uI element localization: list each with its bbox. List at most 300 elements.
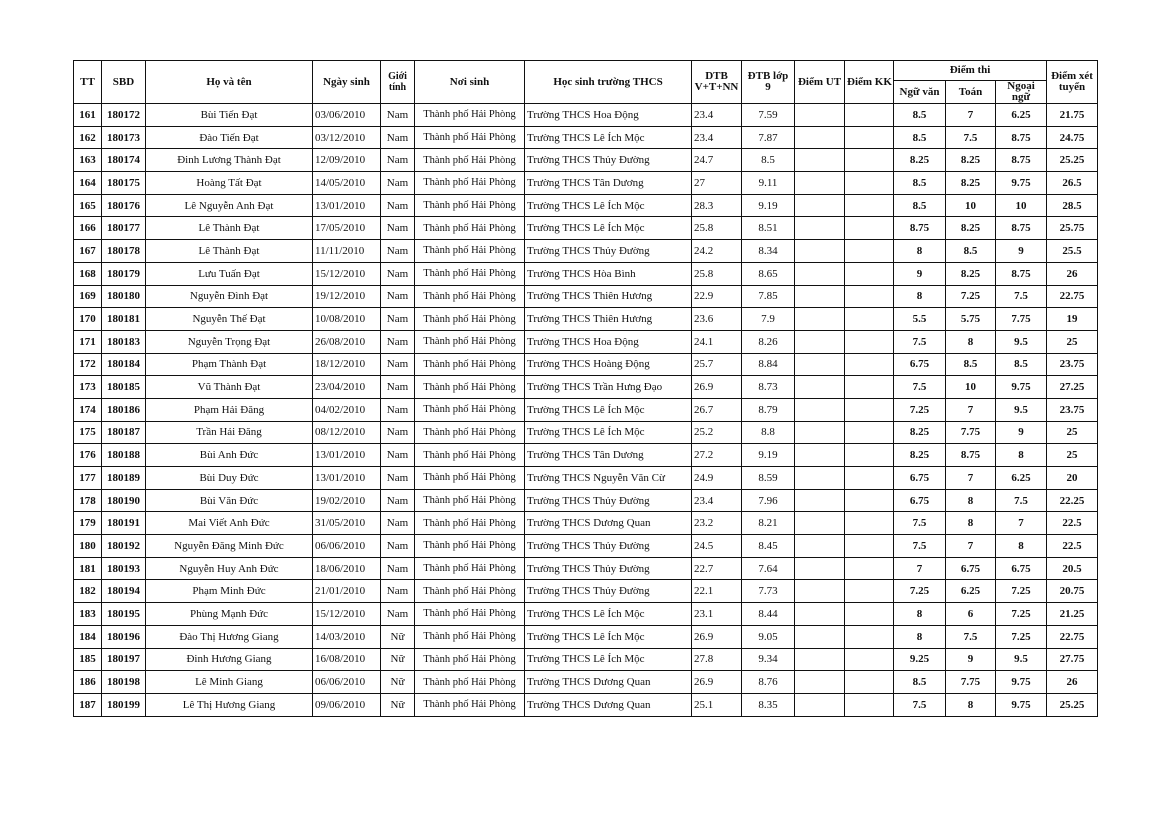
- cell-admission-score: 25: [1047, 330, 1098, 353]
- cell-full-name: Nguyễn Huy Anh Đức: [146, 557, 313, 580]
- cell-foreign-language-score: 7.25: [996, 625, 1047, 648]
- cell-admission-score: 27.75: [1047, 648, 1098, 671]
- cell-admission-score: 25.25: [1047, 149, 1098, 172]
- cell-foreign-language-score: 8.75: [996, 126, 1047, 149]
- cell-full-name: Đinh Lương Thành Đạt: [146, 149, 313, 172]
- cell-birthplace: Thành phố Hải Phòng: [415, 444, 525, 467]
- cell-school: Trường THCS Hòa Bình: [525, 262, 692, 285]
- cell-school: Trường THCS Tân Dương: [525, 444, 692, 467]
- cell-date-of-birth: 15/12/2010: [313, 262, 381, 285]
- cell-math-score: 8: [946, 330, 996, 353]
- cell-admission-score: 23.75: [1047, 353, 1098, 376]
- cell-row-number: 184: [74, 625, 102, 648]
- cell-date-of-birth: 15/12/2010: [313, 603, 381, 626]
- table-body: [74, 104, 1098, 717]
- cell-full-name: Nguyễn Đăng Minh Đức: [146, 535, 313, 558]
- cell-priority-score: [795, 104, 845, 127]
- cell-gender: Nữ: [381, 648, 415, 671]
- cell-math-score: 7: [946, 398, 996, 421]
- cell-row-number: 167: [74, 240, 102, 263]
- cell-gender: Nam: [381, 149, 415, 172]
- cell-full-name: Lê Nguyễn Anh Đạt: [146, 194, 313, 217]
- cell-full-name: Lưu Tuấn Đạt: [146, 262, 313, 285]
- cell-math-score: 7: [946, 104, 996, 127]
- cell-candidate-number: 180184: [102, 353, 146, 376]
- cell-dtb-grade9: 8.76: [742, 671, 795, 694]
- cell-full-name: Lê Thành Đạt: [146, 240, 313, 263]
- cell-admission-score: 26: [1047, 671, 1098, 694]
- cell-bonus-score: [845, 512, 894, 535]
- cell-dtb-grade9: 8.26: [742, 330, 795, 353]
- cell-row-number: 186: [74, 671, 102, 694]
- table-row: [74, 353, 1098, 376]
- cell-full-name: Phạm Hải Đăng: [146, 398, 313, 421]
- cell-gender: Nam: [381, 194, 415, 217]
- cell-literature-score: 7.25: [894, 398, 946, 421]
- cell-full-name: Bùi Anh Đức: [146, 444, 313, 467]
- cell-foreign-language-score: 8.75: [996, 262, 1047, 285]
- cell-row-number: 181: [74, 557, 102, 580]
- cell-bonus-score: [845, 194, 894, 217]
- cell-literature-score: 6.75: [894, 489, 946, 512]
- cell-math-score: 7.75: [946, 671, 996, 694]
- cell-date-of-birth: 18/06/2010: [313, 557, 381, 580]
- cell-dtb-grade9: 7.85: [742, 285, 795, 308]
- cell-school: Trường THCS Thủy Đường: [525, 535, 692, 558]
- cell-gender: Nam: [381, 240, 415, 263]
- cell-bonus-score: [845, 535, 894, 558]
- cell-priority-score: [795, 376, 845, 399]
- cell-date-of-birth: 06/06/2010: [313, 671, 381, 694]
- cell-dtb-grade9: 7.96: [742, 489, 795, 512]
- cell-row-number: 182: [74, 580, 102, 603]
- table-row: [74, 444, 1098, 467]
- cell-foreign-language-score: 9.75: [996, 671, 1047, 694]
- table-row: [74, 240, 1098, 263]
- cell-math-score: 8.25: [946, 149, 996, 172]
- cell-priority-score: [795, 648, 845, 671]
- cell-school: Trường THCS Hoa Động: [525, 330, 692, 353]
- cell-math-score: 7.25: [946, 285, 996, 308]
- cell-priority-score: [795, 217, 845, 240]
- cell-school: Trường THCS Lê Ích Mộc: [525, 398, 692, 421]
- cell-math-score: 8.5: [946, 240, 996, 263]
- cell-date-of-birth: 26/08/2010: [313, 330, 381, 353]
- cell-school: Trường THCS Lê Ích Mộc: [525, 421, 692, 444]
- cell-priority-score: [795, 535, 845, 558]
- cell-dtb-grade9: 8.44: [742, 603, 795, 626]
- cell-dtb-vtnn: 28.3: [692, 194, 742, 217]
- cell-foreign-language-score: 7: [996, 512, 1047, 535]
- cell-literature-score: 8.25: [894, 149, 946, 172]
- cell-candidate-number: 180172: [102, 104, 146, 127]
- cell-literature-score: 8.25: [894, 444, 946, 467]
- cell-admission-score: 20.75: [1047, 580, 1098, 603]
- cell-gender: Nam: [381, 603, 415, 626]
- cell-bonus-score: [845, 285, 894, 308]
- cell-priority-score: [795, 580, 845, 603]
- cell-row-number: 178: [74, 489, 102, 512]
- cell-candidate-number: 180193: [102, 557, 146, 580]
- cell-birthplace: Thành phố Hải Phòng: [415, 104, 525, 127]
- cell-row-number: 161: [74, 104, 102, 127]
- cell-dtb-grade9: 9.05: [742, 625, 795, 648]
- cell-admission-score: 25.5: [1047, 240, 1098, 263]
- cell-bonus-score: [845, 104, 894, 127]
- admission-score-table: [73, 60, 1098, 717]
- cell-literature-score: 9: [894, 262, 946, 285]
- cell-math-score: 7.75: [946, 421, 996, 444]
- col-header-math: Toán: [946, 81, 996, 104]
- cell-admission-score: 26: [1047, 262, 1098, 285]
- cell-candidate-number: 180178: [102, 240, 146, 263]
- cell-literature-score: 7: [894, 557, 946, 580]
- cell-dtb-grade9: 8.8: [742, 421, 795, 444]
- cell-admission-score: 21.75: [1047, 104, 1098, 127]
- cell-admission-score: 20: [1047, 467, 1098, 490]
- cell-admission-score: 28.5: [1047, 194, 1098, 217]
- cell-dtb-grade9: 8.45: [742, 535, 795, 558]
- cell-school: Trường THCS Thủy Đường: [525, 489, 692, 512]
- cell-candidate-number: 180189: [102, 467, 146, 490]
- cell-candidate-number: 180191: [102, 512, 146, 535]
- cell-date-of-birth: 13/01/2010: [313, 444, 381, 467]
- cell-priority-score: [795, 262, 845, 285]
- cell-foreign-language-score: 7.75: [996, 308, 1047, 331]
- table-row: [74, 580, 1098, 603]
- cell-admission-score: 25: [1047, 444, 1098, 467]
- cell-gender: Nữ: [381, 671, 415, 694]
- cell-math-score: 8.5: [946, 353, 996, 376]
- cell-gender: Nam: [381, 104, 415, 127]
- cell-bonus-score: [845, 693, 894, 716]
- cell-row-number: 187: [74, 693, 102, 716]
- cell-literature-score: 7.5: [894, 376, 946, 399]
- cell-dtb-grade9: 8.84: [742, 353, 795, 376]
- cell-date-of-birth: 03/06/2010: [313, 104, 381, 127]
- cell-gender: Nam: [381, 285, 415, 308]
- cell-school: Trường THCS Dương Quan: [525, 671, 692, 694]
- cell-gender: Nam: [381, 398, 415, 421]
- table-header: [74, 61, 1098, 104]
- cell-dtb-vtnn: 25.2: [692, 421, 742, 444]
- cell-dtb-vtnn: 25.7: [692, 353, 742, 376]
- cell-candidate-number: 180183: [102, 330, 146, 353]
- cell-math-score: 5.75: [946, 308, 996, 331]
- cell-candidate-number: 180188: [102, 444, 146, 467]
- cell-literature-score: 8: [894, 603, 946, 626]
- cell-full-name: Bùi Tiến Đạt: [146, 104, 313, 127]
- cell-math-score: 9: [946, 648, 996, 671]
- cell-date-of-birth: 14/03/2010: [313, 625, 381, 648]
- cell-foreign-language-score: 9.75: [996, 172, 1047, 195]
- cell-row-number: 168: [74, 262, 102, 285]
- table-row: [74, 467, 1098, 490]
- cell-full-name: Vũ Thành Đạt: [146, 376, 313, 399]
- cell-priority-score: [795, 353, 845, 376]
- cell-dtb-grade9: 7.59: [742, 104, 795, 127]
- cell-candidate-number: 180195: [102, 603, 146, 626]
- cell-row-number: 166: [74, 217, 102, 240]
- cell-literature-score: 8.5: [894, 172, 946, 195]
- cell-school: Trường THCS Thiên Hương: [525, 285, 692, 308]
- cell-math-score: 7: [946, 467, 996, 490]
- cell-admission-score: 27.25: [1047, 376, 1098, 399]
- cell-birthplace: Thành phố Hải Phòng: [415, 353, 525, 376]
- cell-date-of-birth: 10/08/2010: [313, 308, 381, 331]
- cell-full-name: Hoàng Tất Đạt: [146, 172, 313, 195]
- cell-dtb-grade9: 7.87: [742, 126, 795, 149]
- cell-dtb-grade9: 8.59: [742, 467, 795, 490]
- cell-gender: Nam: [381, 308, 415, 331]
- cell-bonus-score: [845, 671, 894, 694]
- cell-school: Trường THCS Lê Ích Mộc: [525, 648, 692, 671]
- col-header-priority-score: Điểm UT: [795, 61, 845, 104]
- cell-birthplace: Thành phố Hải Phòng: [415, 625, 525, 648]
- col-header-date-of-birth: Ngày sinh: [313, 61, 381, 104]
- cell-dtb-vtnn: 22.7: [692, 557, 742, 580]
- col-header-school: Học sinh trường THCS: [525, 61, 692, 104]
- cell-priority-score: [795, 285, 845, 308]
- cell-foreign-language-score: 9: [996, 421, 1047, 444]
- cell-candidate-number: 180196: [102, 625, 146, 648]
- cell-birthplace: Thành phố Hải Phòng: [415, 149, 525, 172]
- cell-math-score: 7.5: [946, 126, 996, 149]
- cell-math-score: 6: [946, 603, 996, 626]
- cell-foreign-language-score: 6.25: [996, 467, 1047, 490]
- cell-candidate-number: 180176: [102, 194, 146, 217]
- cell-dtb-grade9: 8.73: [742, 376, 795, 399]
- cell-gender: Nam: [381, 217, 415, 240]
- table-row: [74, 104, 1098, 127]
- cell-row-number: 164: [74, 172, 102, 195]
- cell-literature-score: 5.5: [894, 308, 946, 331]
- cell-row-number: 173: [74, 376, 102, 399]
- cell-admission-score: 22.25: [1047, 489, 1098, 512]
- cell-birthplace: Thành phố Hải Phòng: [415, 603, 525, 626]
- cell-school: Trường THCS Trần Hưng Đạo: [525, 376, 692, 399]
- col-header-bonus-score: Điểm KK: [845, 61, 894, 104]
- cell-gender: Nam: [381, 126, 415, 149]
- cell-math-score: 7.5: [946, 625, 996, 648]
- col-header-foreign-language: Ngoại ngữ: [996, 81, 1047, 104]
- table-row: [74, 535, 1098, 558]
- cell-birthplace: Thành phố Hải Phòng: [415, 217, 525, 240]
- cell-bonus-score: [845, 557, 894, 580]
- cell-bonus-score: [845, 603, 894, 626]
- cell-admission-score: 19: [1047, 308, 1098, 331]
- cell-candidate-number: 180175: [102, 172, 146, 195]
- cell-date-of-birth: 31/05/2010: [313, 512, 381, 535]
- cell-priority-score: [795, 398, 845, 421]
- cell-admission-score: 22.5: [1047, 512, 1098, 535]
- cell-dtb-vtnn: 23.1: [692, 603, 742, 626]
- table-row: [74, 557, 1098, 580]
- cell-dtb-vtnn: 24.5: [692, 535, 742, 558]
- cell-dtb-vtnn: 25.8: [692, 262, 742, 285]
- cell-school: Trường THCS Lê Ích Mộc: [525, 625, 692, 648]
- cell-gender: Nữ: [381, 625, 415, 648]
- cell-date-of-birth: 13/01/2010: [313, 194, 381, 217]
- cell-bonus-score: [845, 625, 894, 648]
- cell-birthplace: Thành phố Hải Phòng: [415, 693, 525, 716]
- cell-admission-score: 21.25: [1047, 603, 1098, 626]
- cell-dtb-vtnn: 27: [692, 172, 742, 195]
- cell-foreign-language-score: 9.5: [996, 330, 1047, 353]
- cell-dtb-vtnn: 23.4: [692, 489, 742, 512]
- cell-priority-score: [795, 194, 845, 217]
- cell-date-of-birth: 21/01/2010: [313, 580, 381, 603]
- cell-math-score: 10: [946, 194, 996, 217]
- cell-foreign-language-score: 10: [996, 194, 1047, 217]
- cell-gender: Nam: [381, 535, 415, 558]
- cell-foreign-language-score: 6.75: [996, 557, 1047, 580]
- cell-candidate-number: 180179: [102, 262, 146, 285]
- cell-full-name: Bùi Duy Đức: [146, 467, 313, 490]
- cell-priority-score: [795, 421, 845, 444]
- cell-bonus-score: [845, 398, 894, 421]
- cell-birthplace: Thành phố Hải Phòng: [415, 489, 525, 512]
- cell-candidate-number: 180181: [102, 308, 146, 331]
- cell-school: Trường THCS Thủy Đường: [525, 557, 692, 580]
- cell-date-of-birth: 04/02/2010: [313, 398, 381, 421]
- cell-school: Trường THCS Lê Ích Mộc: [525, 194, 692, 217]
- cell-school: Trường THCS Lê Ích Mộc: [525, 126, 692, 149]
- cell-math-score: 6.75: [946, 557, 996, 580]
- cell-row-number: 183: [74, 603, 102, 626]
- cell-school: Trường THCS Thủy Đường: [525, 240, 692, 263]
- col-header-birthplace: Nơi sinh: [415, 61, 525, 104]
- cell-full-name: Đào Tiến Đạt: [146, 126, 313, 149]
- cell-admission-score: 25.25: [1047, 693, 1098, 716]
- cell-dtb-grade9: 9.34: [742, 648, 795, 671]
- cell-birthplace: Thành phố Hải Phòng: [415, 376, 525, 399]
- cell-priority-score: [795, 671, 845, 694]
- cell-birthplace: Thành phố Hải Phòng: [415, 467, 525, 490]
- table-row: [74, 398, 1098, 421]
- cell-full-name: Phạm Thành Đạt: [146, 353, 313, 376]
- cell-bonus-score: [845, 240, 894, 263]
- cell-dtb-grade9: 8.51: [742, 217, 795, 240]
- cell-full-name: Lê Minh Giang: [146, 671, 313, 694]
- cell-dtb-vtnn: 27.8: [692, 648, 742, 671]
- cell-math-score: 8.75: [946, 444, 996, 467]
- cell-literature-score: 6.75: [894, 467, 946, 490]
- cell-literature-score: 8.75: [894, 217, 946, 240]
- cell-birthplace: Thành phố Hải Phòng: [415, 512, 525, 535]
- cell-priority-score: [795, 693, 845, 716]
- cell-literature-score: 7.5: [894, 535, 946, 558]
- cell-row-number: 170: [74, 308, 102, 331]
- table-row: [74, 126, 1098, 149]
- cell-row-number: 177: [74, 467, 102, 490]
- cell-dtb-vtnn: 23.4: [692, 126, 742, 149]
- cell-full-name: Mai Viết Anh Đức: [146, 512, 313, 535]
- cell-dtb-vtnn: 23.2: [692, 512, 742, 535]
- cell-foreign-language-score: 7.25: [996, 603, 1047, 626]
- table-row: [74, 603, 1098, 626]
- cell-bonus-score: [845, 217, 894, 240]
- cell-gender: Nam: [381, 353, 415, 376]
- col-header-dtb-grade9: ĐTB lớp 9: [742, 61, 795, 104]
- cell-candidate-number: 180197: [102, 648, 146, 671]
- cell-full-name: Nguyễn Thế Đạt: [146, 308, 313, 331]
- table-row: [74, 262, 1098, 285]
- cell-math-score: 7: [946, 535, 996, 558]
- cell-candidate-number: 180177: [102, 217, 146, 240]
- cell-dtb-grade9: 9.19: [742, 194, 795, 217]
- cell-bonus-score: [845, 467, 894, 490]
- cell-dtb-grade9: 8.65: [742, 262, 795, 285]
- cell-dtb-grade9: 9.19: [742, 444, 795, 467]
- cell-math-score: 8.25: [946, 217, 996, 240]
- cell-priority-score: [795, 512, 845, 535]
- cell-foreign-language-score: 8.75: [996, 149, 1047, 172]
- cell-bonus-score: [845, 421, 894, 444]
- cell-gender: Nam: [381, 512, 415, 535]
- table-row: [74, 376, 1098, 399]
- cell-birthplace: Thành phố Hải Phòng: [415, 421, 525, 444]
- cell-full-name: Lê Thành Đạt: [146, 217, 313, 240]
- cell-date-of-birth: 03/12/2010: [313, 126, 381, 149]
- col-header-sbd: SBD: [102, 61, 146, 104]
- cell-literature-score: 7.5: [894, 330, 946, 353]
- cell-dtb-vtnn: 26.9: [692, 625, 742, 648]
- cell-foreign-language-score: 7.5: [996, 285, 1047, 308]
- table-row: [74, 648, 1098, 671]
- cell-row-number: 175: [74, 421, 102, 444]
- cell-dtb-grade9: 8.79: [742, 398, 795, 421]
- cell-literature-score: 7.25: [894, 580, 946, 603]
- cell-math-score: 6.25: [946, 580, 996, 603]
- cell-school: Trường THCS Lê Ích Mộc: [525, 603, 692, 626]
- cell-birthplace: Thành phố Hải Phòng: [415, 557, 525, 580]
- table-row: [74, 149, 1098, 172]
- cell-date-of-birth: 14/05/2010: [313, 172, 381, 195]
- cell-admission-score: 25.75: [1047, 217, 1098, 240]
- cell-row-number: 162: [74, 126, 102, 149]
- cell-birthplace: Thành phố Hải Phòng: [415, 240, 525, 263]
- cell-dtb-vtnn: 26.9: [692, 376, 742, 399]
- cell-math-score: 8: [946, 489, 996, 512]
- cell-row-number: 163: [74, 149, 102, 172]
- cell-gender: Nam: [381, 421, 415, 444]
- cell-literature-score: 8: [894, 625, 946, 648]
- cell-dtb-grade9: 7.9: [742, 308, 795, 331]
- cell-dtb-vtnn: 24.7: [692, 149, 742, 172]
- cell-foreign-language-score: 7.5: [996, 489, 1047, 512]
- cell-school: Trường THCS Lê Ích Mộc: [525, 217, 692, 240]
- cell-date-of-birth: 16/08/2010: [313, 648, 381, 671]
- table-row: [74, 330, 1098, 353]
- cell-priority-score: [795, 240, 845, 263]
- cell-admission-score: 20.5: [1047, 557, 1098, 580]
- cell-math-score: 8: [946, 512, 996, 535]
- cell-school: Trường THCS Thủy Đường: [525, 580, 692, 603]
- cell-priority-score: [795, 444, 845, 467]
- cell-gender: Nam: [381, 262, 415, 285]
- cell-bonus-score: [845, 126, 894, 149]
- cell-bonus-score: [845, 308, 894, 331]
- cell-foreign-language-score: 8: [996, 535, 1047, 558]
- cell-gender: Nam: [381, 557, 415, 580]
- cell-date-of-birth: 12/09/2010: [313, 149, 381, 172]
- cell-date-of-birth: 18/12/2010: [313, 353, 381, 376]
- cell-full-name: Phạm Minh Đức: [146, 580, 313, 603]
- col-header-exam-scores: Điểm thi: [894, 61, 1047, 81]
- cell-math-score: 8.25: [946, 172, 996, 195]
- cell-priority-score: [795, 625, 845, 648]
